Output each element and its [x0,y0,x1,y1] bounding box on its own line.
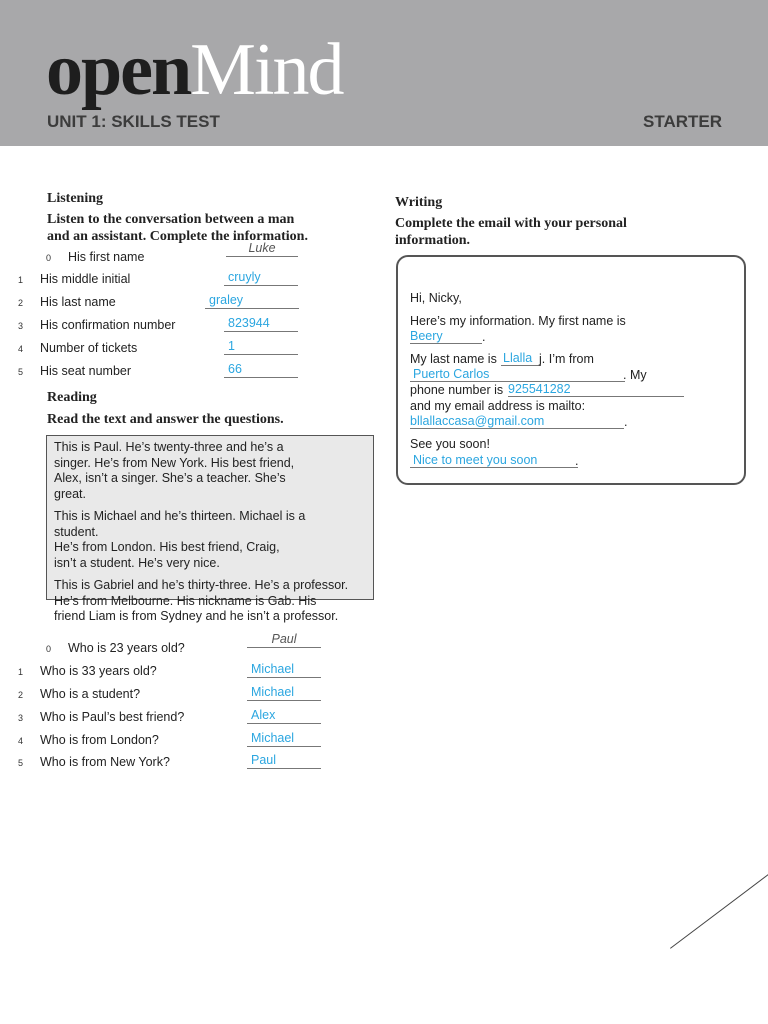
reading-item [0,664,380,684]
page-header [0,0,768,146]
listening-item [0,241,380,270]
answer-field[interactable]: Paul [247,753,321,769]
listening-item [0,295,380,315]
level-label: STARTER [642,112,722,131]
first-name-field[interactable]: Beery [410,329,482,344]
from-label: j. I’m from [539,352,594,366]
unit-title: UNIT 1: SKILLS TEST [47,112,220,131]
item-label: His seat number [40,364,132,378]
item-number: 2 [18,690,24,700]
item-label: His last name [40,295,116,309]
listening-item [0,341,380,361]
reading-item [0,710,380,730]
answer-field[interactable]: Michael [247,731,321,747]
text-line: He’s from Melbourne. His nickname is Gab. His [54,593,317,608]
listening-item [0,272,380,292]
listening-instruction-1: Listen to the conversation between a man [47,212,295,227]
item-number: 1 [18,667,24,677]
email-address-label: and my email address is mailto: [410,399,586,413]
logo-open: open [46,29,191,111]
answer-field[interactable]: 66 [224,362,298,378]
email-intro: Here’s my information. My first name is [410,314,626,328]
period-text: . [575,454,579,468]
openmind-logo [46,30,343,110]
listening-item [0,318,380,338]
item-label: Who is from New York? [40,755,170,769]
item-number: 0 [46,253,52,263]
logo-mind: Mind [190,29,343,111]
answer-field[interactable]: graley [205,293,299,309]
writing-instruction-1: Complete the email with your personal [395,216,627,231]
answer-field[interactable]: Alex [247,708,321,724]
example-answer: Luke [226,241,298,257]
listening-title: Listening [47,191,104,206]
example-answer: Paul [247,632,321,648]
reading-instruction: Read the text and answer the questions. [47,412,284,427]
reading-paragraph-michael [54,509,305,571]
last-name-label: My last name is [410,352,497,366]
item-label: Who is 23 years old? [68,641,185,655]
closing-field[interactable]: Nice to meet you soon [410,453,578,468]
writing-instruction-2: information. [395,233,471,248]
reading-item [0,733,380,753]
writing-title: Writing [395,195,443,210]
item-number: 2 [18,298,24,308]
text-line: This is Paul. He’s twenty-three and he’s a [54,440,284,454]
phone-field[interactable]: 925541282 [508,382,684,397]
text-line: isn’t a student. He’s very nice. [54,555,220,570]
text-line: student. [54,524,99,539]
item-number: 0 [46,644,52,654]
item-label: Who is from London? [40,733,159,747]
answer-field[interactable]: 823944 [224,316,298,332]
text-line: Alex, isn’t a singer. She’s a teacher. She’s [54,471,286,485]
see-you-text: See you soon! [410,437,490,451]
reading-paragraph-gabriel [54,578,348,625]
item-label: His confirmation number [40,318,176,332]
period-text: . [482,330,486,344]
item-number: 3 [18,321,24,331]
reading-paragraph-paul [54,440,294,502]
text-line: This is Michael and he’s thirteen. Michael is a [54,509,306,523]
item-number: 5 [18,367,24,377]
reading-item [0,632,380,661]
item-number: 4 [18,344,24,354]
text-line: This is Gabriel and he’s thirty-three. He’s a professor. [54,578,349,592]
reading-title: Reading [47,390,97,405]
corner-line [670,871,768,949]
text-line: friend Liam is from Sydney and he isn’t a professor. [54,609,339,623]
period-text: . [624,415,628,429]
answer-field[interactable]: cruyly [224,270,298,286]
answer-field[interactable]: Michael [247,662,321,678]
item-number: 3 [18,713,24,723]
city-field[interactable]: Puerto Carlos [410,367,625,382]
item-label: His first name [68,250,145,264]
item-label: Number of tickets [40,341,138,355]
reading-item [0,755,380,775]
email-address-field[interactable]: bllallaccasa@gmail.com [410,414,624,429]
item-label: Who is Paul’s best friend? [40,710,185,724]
phone-label: phone number is [410,383,504,397]
email-greeting: Hi, Nicky, [410,291,462,305]
answer-field[interactable]: 1 [224,339,298,355]
text-line: singer. He’s from New York. His best friend, [54,455,295,470]
item-number: 4 [18,736,24,746]
reading-item [0,687,380,707]
text-line: He’s from London. His best friend, Craig, [54,540,280,554]
item-label: Who is 33 years old? [40,664,157,678]
listening-item [0,364,380,384]
item-label: Who is a student? [40,687,141,701]
item-number: 1 [18,275,24,285]
answer-field[interactable]: Michael [247,685,321,701]
item-label: His middle initial [40,272,131,286]
listening-instruction-2: and an assistant. Complete the information. [47,229,308,244]
last-name-field[interactable]: Llalla [501,351,541,366]
text-line: great. [54,486,86,501]
my-label: . My [623,368,647,382]
item-number: 5 [18,758,24,768]
